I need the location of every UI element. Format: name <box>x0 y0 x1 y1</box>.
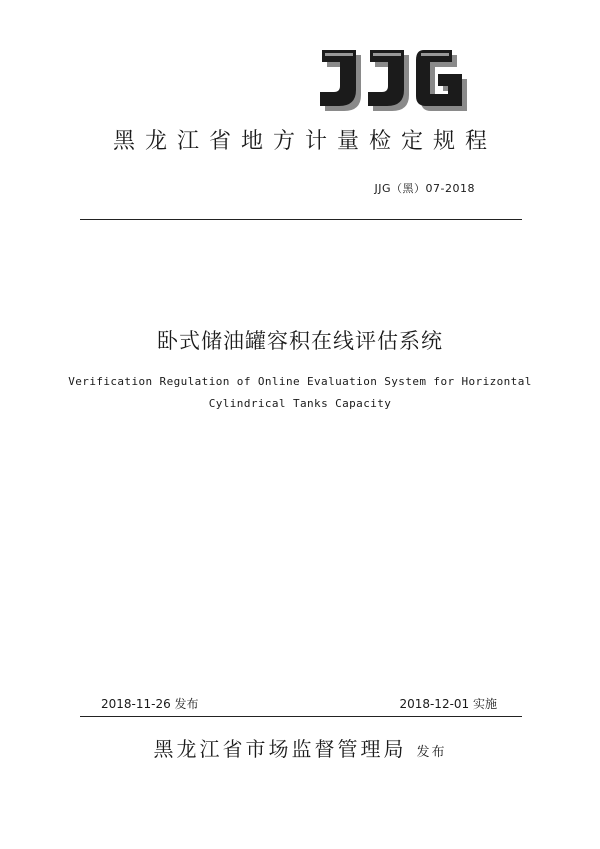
document-title-en-line1: Verification Regulation of Online Evaluation System for Horizontal <box>68 375 532 388</box>
bottom-divider <box>80 716 522 717</box>
publisher-line <box>0 733 600 762</box>
organization-title: 黑龙江省地方计量检定规程 <box>112 129 497 154</box>
jjg-logo-graphic <box>312 44 478 116</box>
implementation-date: 2018-12-01 实施 <box>399 697 497 711</box>
publisher-suffix: 发布 <box>416 745 447 760</box>
document-title-en-line2: Cylindrical Tanks Capacity <box>208 397 392 410</box>
document-code: JJG（黑）07-2018 <box>374 182 475 195</box>
top-divider <box>80 219 522 220</box>
publisher-name: 黑龙江省市场监督管理局 <box>153 737 407 761</box>
document-title-cn: 卧式储油罐容积在线评估系统 <box>157 329 443 353</box>
jjg-logo <box>312 44 478 116</box>
issue-date: 2018-11-26 发布 <box>101 697 199 711</box>
